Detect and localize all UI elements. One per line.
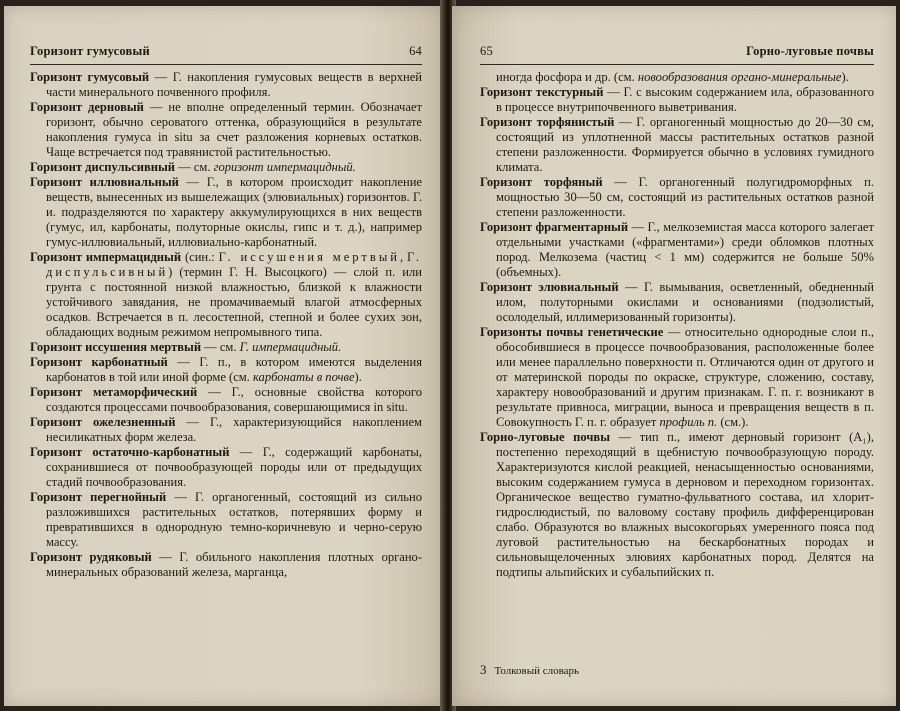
entry-cross-reference: профиль п. xyxy=(659,415,718,429)
header-rule xyxy=(480,64,874,65)
dictionary-entry xyxy=(480,220,874,280)
page-number: 65 xyxy=(480,44,493,58)
dictionary-entry xyxy=(480,280,874,325)
signature-number: 3 xyxy=(480,662,487,677)
dictionary-entry xyxy=(30,490,422,550)
page-number: 64 xyxy=(409,44,422,58)
dictionary-entry xyxy=(30,415,422,445)
entry-term: Горизонт торфяный xyxy=(480,175,603,189)
dictionary-entry xyxy=(30,550,422,580)
entry-term: Горно-луговые почвы xyxy=(480,430,611,444)
entry-definition: ) (термин Г. Н. Высоцкого) — слой п. или грунта с постоянной низкой влажностью, близкой к влажности устойчивого завядания, не промачиваемый влагой атмосферных осадков. Встречается в п. лесостепной, степной и более сухих зон, обладающих водным режимом непромывного типа. xyxy=(46,265,422,339)
entry-term: Горизонт импермацидный xyxy=(30,250,182,264)
dictionary-entry xyxy=(480,175,874,220)
dictionary-column xyxy=(480,70,874,580)
entry-term: Горизонты почвы генетические xyxy=(480,325,664,339)
entry-term: Горизонт ожелезненный xyxy=(30,415,176,429)
entry-definition: — тип п., имеют дерновый горизонт (A₁), постепенно переходящий в щебнистую почвообразующую породу. Характеризуются кислой реакцией, ненасыщенностью основаниями, высоким содержанием гумуса в дерновом и переходном горизонтах. Органическое вещество гуматно-фульватного состава, ил хлорит-гидрослюдистый, по валовому составу профиль дифференцирован слабо. Образуются во влажных высокогорьях умеренного пояса под луговой растительностью на бескарбонатных породах и сильновыщелоченных элювиях карбонатных пород. Делятся на подтипы альпийских и субальпийских п. xyxy=(496,430,875,579)
right-page xyxy=(452,6,896,706)
entry-term: Горизонт текстурный xyxy=(480,85,604,99)
entry-definition: — Г., характеризующийся накоплением несиликатных форм железа. xyxy=(46,415,423,444)
entry-definition: — Г. органогенный полугидроморфных п. мощностью 30—50 см, состоящий из растительных остатков разной степени разложенности. xyxy=(496,175,874,219)
dictionary-entry xyxy=(480,85,874,115)
page-footer xyxy=(480,662,579,678)
entry-term: Горизонт иссушения мертвый xyxy=(30,340,202,354)
dictionary-entry xyxy=(480,430,874,580)
entry-term: Горизонт торфянистый xyxy=(480,115,615,129)
header-rule xyxy=(30,64,422,65)
entry-cross-reference: карбонаты в почве xyxy=(253,370,355,384)
entry-cross-reference: Г. импермацидный. xyxy=(239,340,342,354)
entry-definition: — Г. органогенный мощностью до 20—30 см, состоящий из уплотненной массы растительных остатков разной степени разложенности. Формируется обычно в условиях гумидного климата. xyxy=(496,115,874,174)
entry-definition: — Г. с высоким содержанием ила, образованного в процессе внутрипочвенного выветривания. xyxy=(496,85,874,114)
entry-definition: ). xyxy=(354,370,362,384)
entry-term: Горизонт карбонатный xyxy=(30,355,168,369)
entry-definition: — не вполне определенный термин. Обозначает горизонт, обычно сероватого оттенка, образующийся в результате накопления гумуса in situ за счет разложения корневых остатков. Чаще встречается под травянистой растительностью. xyxy=(46,100,422,159)
entry-synonym: Г. диспульсивный xyxy=(46,250,422,279)
entry-term: Горизонт диспульсивный xyxy=(30,160,175,174)
entry-term: Горизонт фрагментарный xyxy=(480,220,629,234)
entry-term: Горизонт перегнойный xyxy=(30,490,167,504)
dictionary-entry xyxy=(480,325,874,430)
dictionary-entry xyxy=(30,340,422,355)
entry-definition: — Г. органогенный, состоящий из сильно разложившихся растительных остатков, потерявших форму и превратившихся в однородную темно-коричневую и черно-серую массу. xyxy=(46,490,422,549)
entry-definition: , xyxy=(399,250,407,264)
entry-term: Горизонт метаморфический xyxy=(30,385,198,399)
entry-term: Горизонт иллювиальный xyxy=(30,175,179,189)
footer-text: Толковый словарь xyxy=(494,665,580,677)
dictionary-entry xyxy=(30,175,422,250)
entry-definition: — Г. п., в котором имеются выделения карбонатов в той или иной форме (см. xyxy=(46,355,422,384)
entry-term: Горизонт дерновый xyxy=(30,100,144,114)
dictionary-entry xyxy=(30,250,422,340)
continuation-text: иногда фосфора и др. (см. новообразования органо-минеральные). xyxy=(496,70,849,84)
entry-definition: — Г. вымывания, осветленный, обедненный илом, полуторными окислами и основаниями (подзолистый, осолоделый, иллимеризованный горизонты). xyxy=(496,280,874,324)
entry-definition: — относительно однородные слои п., обособившиеся в процессе почвообразования, расположенные более или менее параллельно поверхности п. Отличаются один от другого и от материнской породы по окраске, структуре, сложению, составу, характеру новообразований и другим признакам. Г. п. г. возникают в результате привноса, миграции, выноса и превращения веществ в п. Совокупность Г. п. г. образует xyxy=(496,325,874,429)
running-header-title: Горизонт гумусовый xyxy=(30,44,150,58)
entry-term: Горизонт рудяковый xyxy=(30,550,152,564)
entry-definition: — Г. обильного накопления плотных органо-минеральных образований железа, марганца, xyxy=(46,550,422,579)
entry-definition: — см. xyxy=(201,340,240,354)
running-header-title: Горно-луговые почвы xyxy=(746,44,874,58)
entry-definition: — Г., в котором происходит накопление веществ, вынесенных из вышележащих (элювиальных) горизонтов. Г. и. подразделяются по характеру аккумулирующихся в них веществ (гумус, ил, карбонаты, полуторные окислы, гипс и т. д.), например гумус-иллювиальный, иллювиально-карбонатный. xyxy=(46,175,422,249)
dictionary-entry xyxy=(30,445,422,490)
entry-synonym: Г. иссушения мертвый xyxy=(218,250,400,264)
entry-definition: — Г., мелкоземистая масса которого залегает отдельными участками («фрагментами») среди обломков плотных пород. Мелкозема (частиц < 1 мм) содержится не больше 50% (объемных). xyxy=(496,220,874,279)
left-page xyxy=(4,6,444,706)
dictionary-entry xyxy=(30,70,422,100)
running-header xyxy=(480,44,874,59)
entry-definition: (син.: xyxy=(181,250,219,264)
entry-cross-reference: горизонт импермацидный. xyxy=(213,160,356,174)
entry-definition: — Г. накопления гумусовых веществ в верхней части минерального почвенного профиля. xyxy=(46,70,422,99)
entry-term: Горизонт элювиальный xyxy=(480,280,619,294)
dictionary-entry xyxy=(30,355,422,385)
dictionary-entry xyxy=(30,100,422,160)
entry-definition: — см. xyxy=(174,160,214,174)
dictionary-entry xyxy=(30,160,422,175)
entry-definition: (см.). xyxy=(717,415,749,429)
entry-term: Горизонт остаточно-карбонатный xyxy=(30,445,230,459)
entry-term: Горизонт гумусовый xyxy=(30,70,150,84)
running-header xyxy=(30,44,422,59)
entry-definition: — Г., содержащий карбонаты, сохранившиеся от почвообразующей породы или от предыдущих стадий почвообразования. xyxy=(46,445,422,489)
dictionary-column xyxy=(30,70,422,580)
dictionary-entry xyxy=(30,385,422,415)
dictionary-entry xyxy=(480,115,874,175)
entry-definition: — Г., основные свойства которого создаются процессами почвообразования, совершающимися in situ. xyxy=(46,385,422,414)
